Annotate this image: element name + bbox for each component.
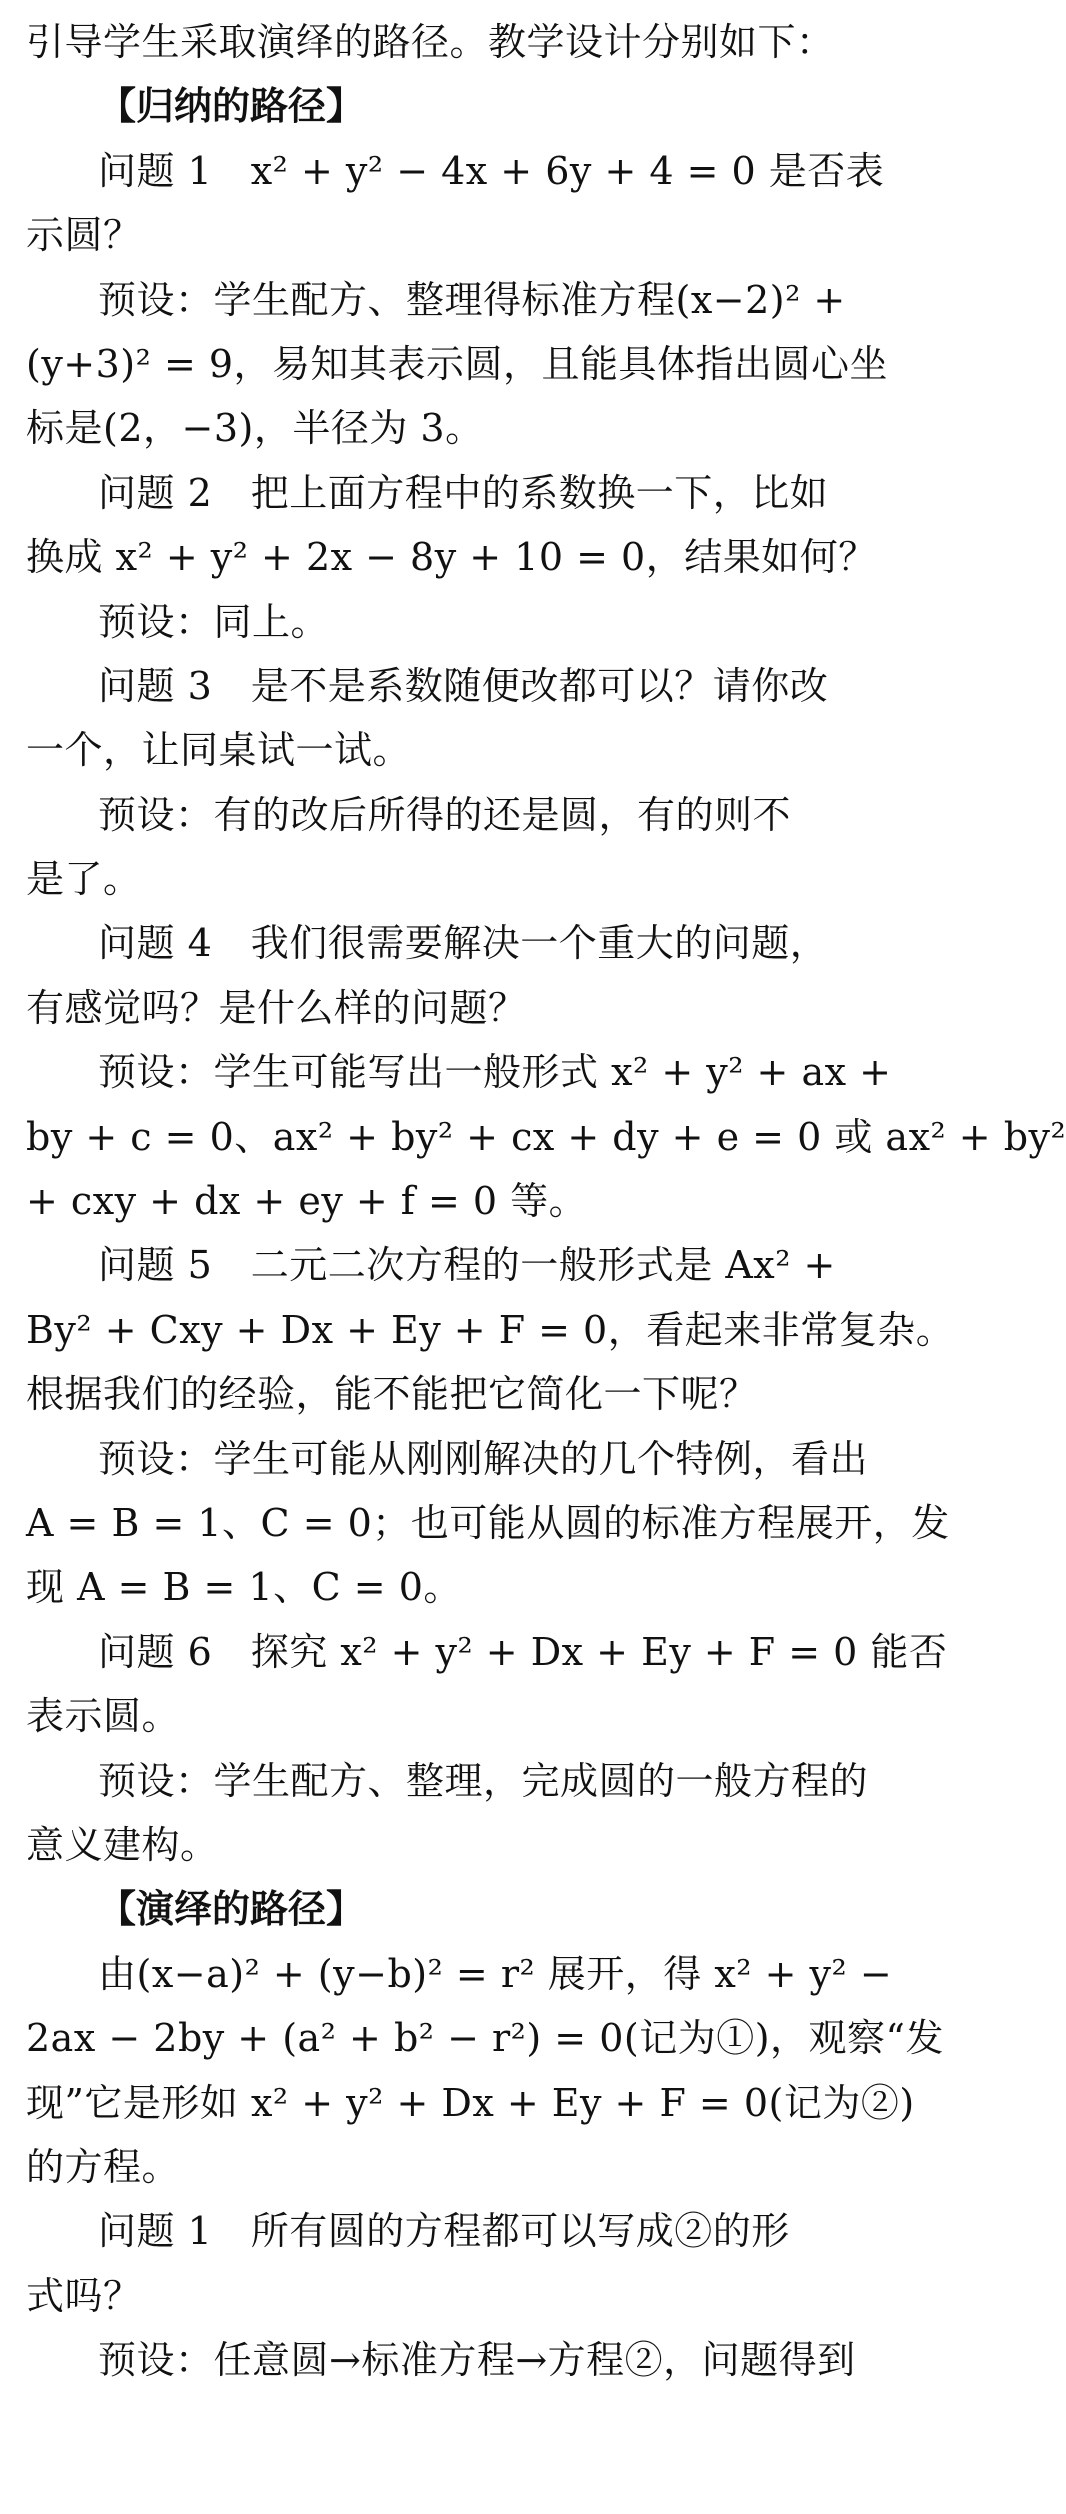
text-line: 预设：学生可能从刚刚解决的几个特例，看出 [98,1436,869,1481]
section-heading: 【归纳的路径】 [98,84,365,129]
text-line: 预设：有的改后所得的还是圆，有的则不 [98,792,792,837]
text-line: A = B = 1、C = 0；也可能从圆的标准方程展开，发 [26,1500,950,1545]
text-line: 2ax − 2by + (a² + b² − r²) = 0(记为①)，观察“发 [26,2016,944,2061]
text-line: 换成 x² + y² + 2x − 8y + 10 = 0，结果如何？ [26,535,877,580]
text-line: 根据我们的经验，能不能把它简化一下呢？ [26,1372,758,1417]
text-line: + cxy + dx + ey + f = 0 等。 [26,1179,588,1224]
text-line: 问题 3 是不是系数随便改都可以？请你改 [98,663,829,708]
text-line: 有感觉吗？是什么样的问题？ [26,985,527,1030]
text-line: 预设：同上。 [98,599,330,644]
text-line: 预设：学生配方、整理得标准方程(x−2)² + [98,277,846,322]
text-line: 问题 1 x² + y² − 4x + 6y + 4 = 0 是否表 [98,148,885,193]
text-line: 标是(2，−3)，半径为 3。 [26,406,484,451]
text-line: 问题 1 所有圆的方程都可以写成②的形 [98,2209,790,2254]
text-line: 是了。 [26,857,142,902]
text-line: 现”它是形如 x² + y² + Dx + Ey + F = 0(记为②) [26,2080,915,2125]
text-line: 表示圆。 [26,1694,181,1739]
text-line: 式吗？ [26,2273,142,2318]
text-line: 示圆？ [26,213,142,258]
text-line: By² + Cxy + Dx + Ey + F = 0，看起来非常复杂。 [26,1307,955,1352]
text-line: 意义建构。 [26,1822,219,1867]
text-line: 问题 6 探究 x² + y² + Dx + Ey + F = 0 能否 [98,1629,948,1674]
text-line: 预设：学生配方、整理，完成圆的一般方程的 [98,1758,869,1803]
text-line: 预设：学生可能写出一般形式 x² + y² + ax + [98,1050,892,1095]
text-line: 引导学生采取演绎的路径。教学设计分别如下： [26,20,835,64]
text-line: 预设：任意圆→标准方程→方程②，问题得到 [98,2338,856,2383]
text-line: 现 A = B = 1、C = 0。 [26,1565,462,1610]
text-line: 问题 2 把上面方程中的系数换一下，比如 [98,470,829,515]
text-line: 由(x−a)² + (y−b)² = r² 展开，得 x² + y² − [98,1951,893,1996]
section-heading: 【演绎的路径】 [98,1887,365,1932]
text-line: 问题 5 二元二次方程的一般形式是 Ax² + [98,1243,836,1288]
text-line: (y+3)² = 9，易知其表示圆，且能具体指出圆心坐 [26,341,889,386]
text-line: 问题 4 我们很需要解决一个重大的问题， [98,921,829,966]
text-line: by + c = 0、ax² + by² + cx + dy + e = 0 或 ax² + by² [26,1114,1066,1159]
text-line: 一个，让同桌试一试。 [26,728,412,773]
text-line: 的方程。 [26,2144,181,2189]
